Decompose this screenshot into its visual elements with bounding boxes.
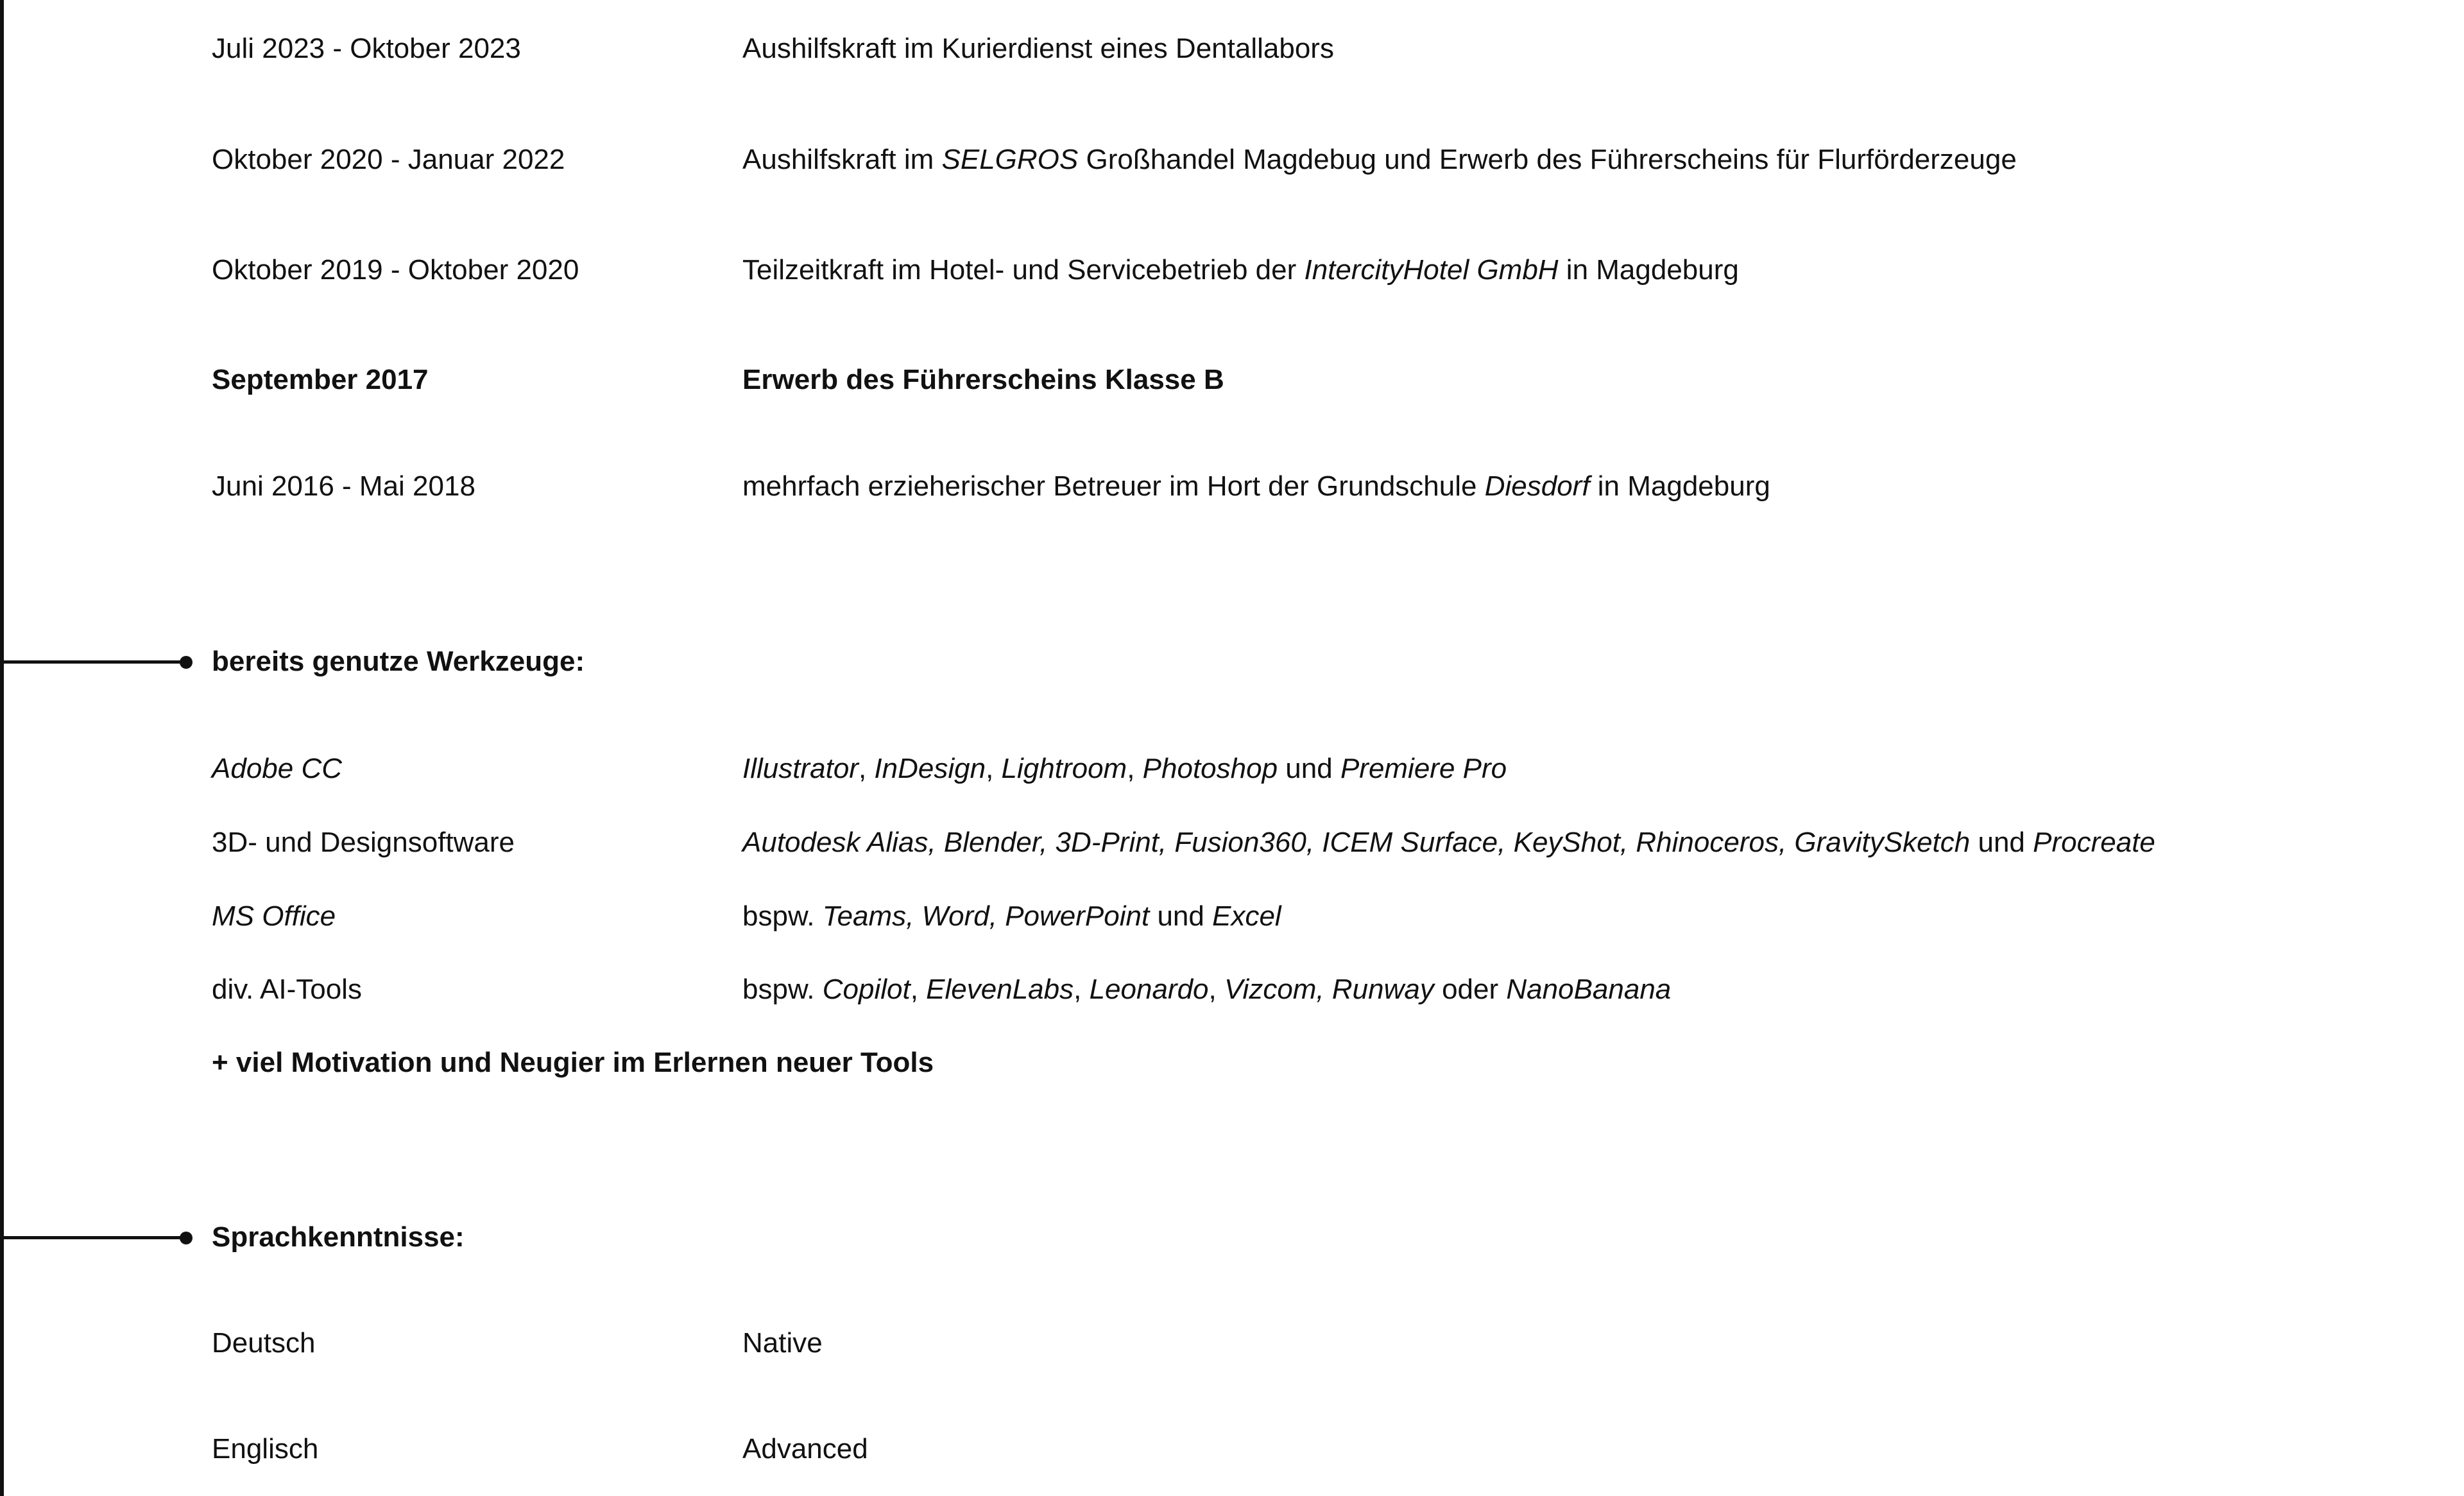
tool-category: 3D- und Designsoftware	[212, 827, 515, 858]
experience-row	[0, 141, 2464, 179]
experience-date: Oktober 2020 - Januar 2022	[212, 144, 565, 175]
section-connector	[0, 1236, 187, 1239]
language-name: Deutsch	[212, 1327, 316, 1359]
bullet-dot-icon	[180, 1232, 193, 1244]
language-row	[0, 1430, 2464, 1468]
tool-row	[0, 970, 2464, 1009]
experience-row	[0, 251, 2464, 289]
language-level: Advanced	[742, 1433, 868, 1465]
bullet-dot-icon	[180, 656, 193, 669]
experience-date: Juni 2016 - Mai 2018	[212, 470, 475, 502]
tool-list: bspw. Copilot, ElevenLabs, Leonardo, Vizcom, Runway oder NanoBanana	[742, 974, 1672, 1005]
tool-list: Autodesk Alias, Blender, 3D-Print, Fusion360, ICEM Surface, KeyShot, Rhinoceros, GravitySketch und Procreate	[742, 827, 2155, 858]
experience-date: September 2017	[212, 364, 429, 395]
tool-row	[0, 897, 2464, 936]
tool-row	[0, 750, 2464, 788]
experience-description: Aushilfskraft im SELGROS Großhandel Magdebug und Erwerb des Führerscheins für Flurförderzeuge	[742, 144, 2017, 175]
tools-heading: bereits genutze Werkzeuge:	[212, 646, 585, 677]
experience-description: Aushilfskraft im Kurierdienst eines Dentallabors	[742, 33, 1334, 64]
tool-row	[0, 823, 2464, 862]
tool-category: MS Office	[212, 900, 336, 932]
experience-row	[0, 467, 2464, 506]
language-row	[0, 1324, 2464, 1363]
experience-date: Juli 2023 - Oktober 2023	[212, 33, 521, 64]
experience-row	[0, 361, 2464, 399]
experience-date: Oktober 2019 - Oktober 2020	[212, 254, 579, 286]
tool-list: bspw. Teams, Word, PowerPoint und Excel	[742, 900, 1281, 932]
timeline-line	[0, 0, 4, 1496]
experience-description: Erwerb des Führerscheins Klasse B	[742, 364, 1224, 395]
tool-category: div. AI-Tools	[212, 974, 362, 1005]
tool-list: Illustrator, InDesign, Lightroom, Photoshop und Premiere Pro	[742, 753, 1507, 784]
section-connector	[0, 660, 187, 664]
language-name: Englisch	[212, 1433, 319, 1465]
experience-description: mehrfach erzieherischer Betreuer im Hort der Grundschule Diesdorf in Magdeburg	[742, 470, 1770, 502]
experience-description: Teilzeitkraft im Hotel- und Servicebetrieb der IntercityHotel GmbH in Magdeburg	[742, 254, 1739, 286]
tools-motivation: + viel Motivation und Neugier im Erlernen neuer Tools	[212, 1047, 934, 1078]
experience-row	[0, 30, 2464, 68]
tool-category: Adobe CC	[212, 753, 343, 784]
languages-heading: Sprachkenntnisse:	[212, 1221, 465, 1253]
language-level: Native	[742, 1327, 823, 1359]
